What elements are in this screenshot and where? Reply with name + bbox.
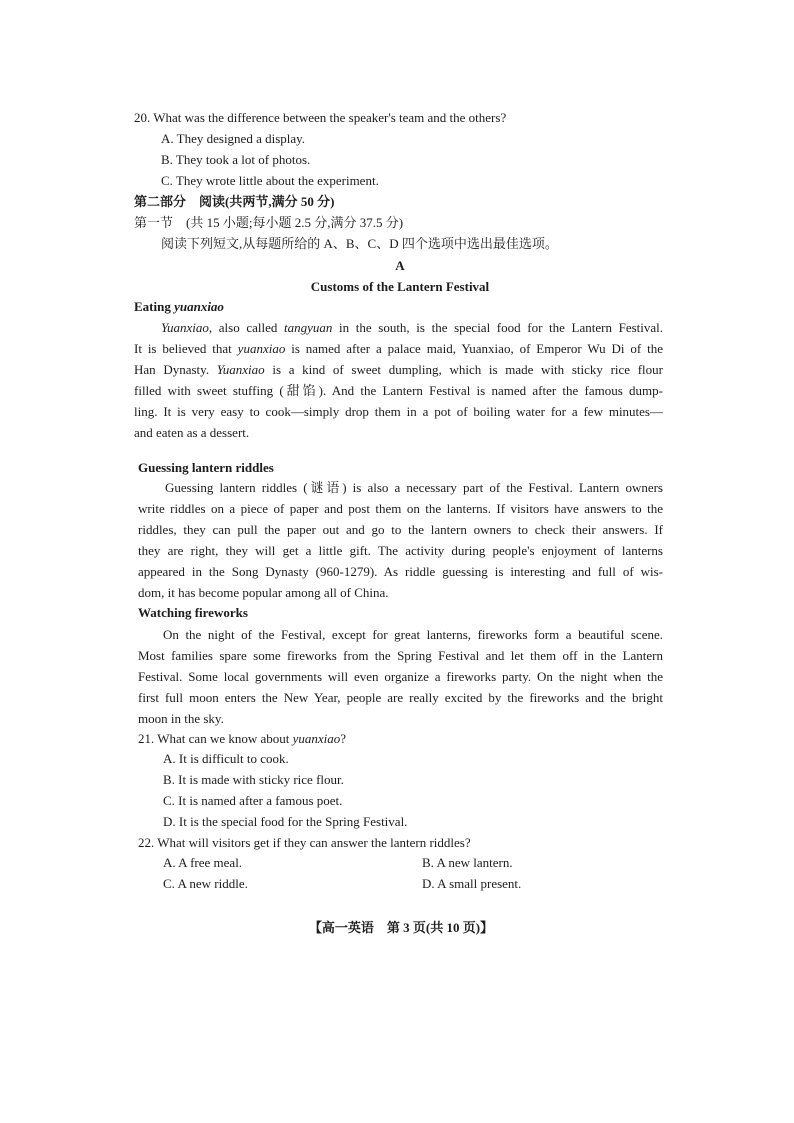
paragraph-line	[134, 425, 249, 441]
paragraph-line	[161, 320, 663, 336]
paragraph-line: first full moon enters the New Year, people are really excited by the fireworks and the bright	[138, 690, 663, 705]
text-segment: is named after a palace maid, Yuanxiao, of Emperor Wu Di of the	[285, 341, 664, 356]
question-21-option-b: B. It is made with sticky rice flour.	[163, 772, 344, 787]
question-20-stem: 20. What was the difference between the speaker's team and the others?	[134, 110, 507, 125]
question-22-option-d: D. A small present.	[422, 876, 522, 891]
paragraph-line: moon in the sky.	[138, 711, 224, 726]
italic-term: yuanxiao	[237, 341, 286, 356]
question-21-option-d: D. It is the special food for the Spring Festival.	[163, 814, 408, 829]
passage-letter: A	[395, 258, 405, 273]
paragraph-line: Most families spare some fireworks from the Spring Festival and let them off in the Lantern	[138, 648, 663, 663]
part-two-heading: 第二部分 阅读(共两节,满分 50 分)	[134, 194, 335, 209]
italic-term: tangyuan	[284, 320, 333, 335]
question-22-option-a: A. A free meal.	[163, 855, 243, 870]
page-footer: 【高一英语 第 3 页(共 10 页)】	[308, 920, 494, 935]
paragraph-line	[134, 404, 663, 420]
question-20-option-c: C. They wrote little about the experiment.	[161, 173, 379, 188]
passage-title: Customs of the Lantern Festival	[310, 279, 490, 294]
question-22-stem: 22. What will visitors get if they can answer the lantern riddles?	[138, 835, 471, 850]
section-heading-riddles: Guessing lantern riddles	[138, 460, 274, 475]
paragraph-line: riddles, they can pull the paper out and go to the lantern owners to check their answers. If	[138, 522, 663, 537]
text-segment: Han Dynasty.	[134, 362, 217, 377]
section-one-heading: 第一节 (共 15 小题;每小题 2.5 分,满分 37.5 分)	[134, 215, 404, 230]
italic-term: Yuanxiao	[216, 362, 265, 377]
paragraph-line	[134, 362, 663, 378]
paragraph-line: Festival. Some local governments will even organize a fireworks party. On the night when the	[138, 669, 663, 684]
paragraph-line: write riddles on a piece of paper and post them on the lanterns. If visitors have answers to the	[138, 501, 663, 516]
paragraph-line: dom, it has become popular among all of China.	[138, 585, 389, 600]
text-segment: is a kind of sweet dumpling, which is made with sticky rice flour	[264, 362, 663, 377]
question-20-option-b: B. They took a lot of photos.	[161, 152, 311, 167]
paragraph-line: Guessing lantern riddles (谜语) is also a necessary part of the Festival. Lantern owners	[165, 480, 663, 495]
section-heading-fireworks: Watching fireworks	[138, 605, 248, 620]
paragraph-line: appeared in the Song Dynasty (960-1279). As riddle guessing is interesting and full of wis-	[138, 564, 663, 579]
section-heading-eating: Eating yuanxiao	[134, 299, 224, 314]
text-segment: and eaten as a dessert.	[134, 425, 250, 440]
text-segment: in the south, is the special food for the Lantern Festival.	[332, 320, 663, 335]
question-21-stem: 21. What can we know about yuanxiao?	[138, 731, 347, 746]
question-20-option-a: A. They designed a display.	[161, 131, 306, 146]
paragraph-line	[134, 383, 663, 399]
question-21-option-a: A. It is difficult to cook.	[163, 751, 289, 766]
paragraph-line: On the night of the Festival, except for great lanterns, fireworks form a beautiful scene.	[163, 627, 663, 642]
text-segment: filled with sweet stuffing (甜馅). And the Lantern Festival is named after the famous dump-	[134, 383, 663, 398]
text-segment: ling. It is very easy to cook—simply drop them in a pot of boiling water for a few minutes—	[134, 404, 663, 419]
text-segment: , also called	[208, 320, 285, 335]
italic-term: Yuanxiao	[161, 320, 209, 335]
question-22-option-c: C. A new riddle.	[163, 876, 248, 891]
paragraph-line	[134, 341, 663, 357]
reading-instruction: 阅读下列短文,从每题所给的 A、B、C、D 四个选项中选出最佳选项。	[161, 236, 558, 251]
question-21-option-c: C. It is named after a famous poet.	[163, 793, 343, 808]
question-22-option-b: B. A new lantern.	[422, 855, 513, 870]
paragraph-line: they are right, they will get a little gift. The activity during people's enjoyment of lanterns	[138, 543, 663, 558]
text-segment: It is believed that	[134, 341, 238, 356]
